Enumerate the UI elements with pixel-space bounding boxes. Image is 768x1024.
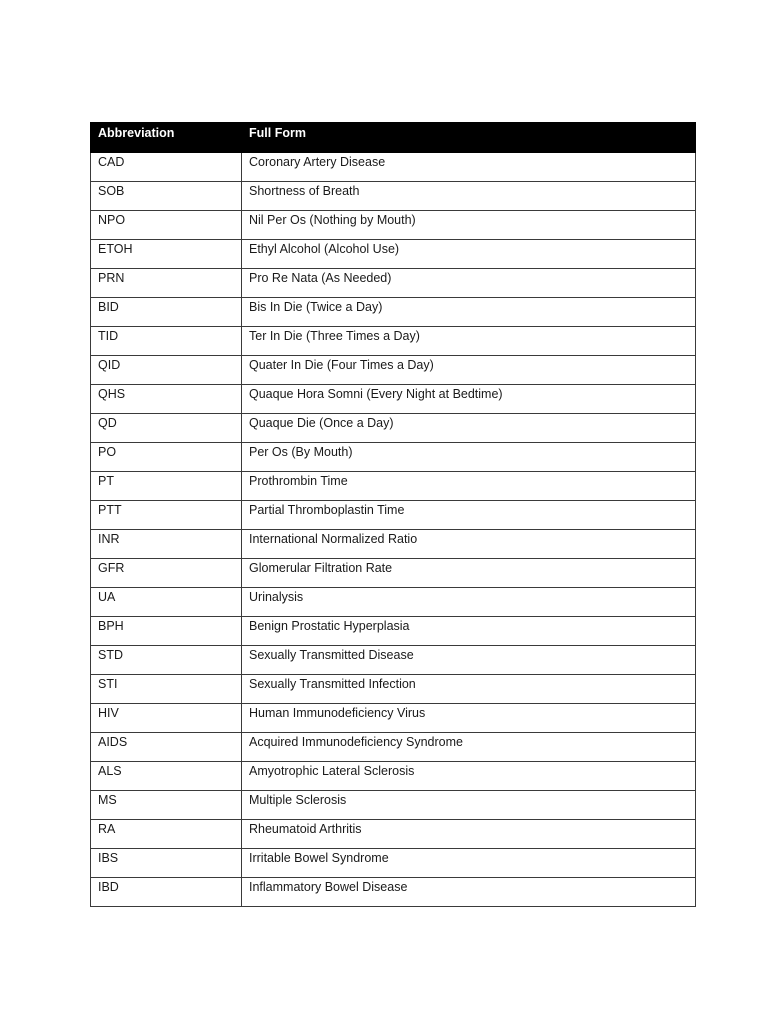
abbreviation-cell: QHS [91,385,242,414]
table-row [91,559,696,588]
full-form-cell: Pro Re Nata (As Needed) [242,269,696,298]
full-form-cell: Shortness of Breath [242,182,696,211]
full-form-cell: Per Os (By Mouth) [242,443,696,472]
table-row [91,269,696,298]
table-row [91,617,696,646]
abbreviation-cell: PT [91,472,242,501]
abbreviation-cell: ALS [91,762,242,791]
header-full-form: Full Form [242,123,696,153]
full-form-cell: Irritable Bowel Syndrome [242,849,696,878]
table-row [91,762,696,791]
table-row [91,878,696,907]
full-form-cell: Amyotrophic Lateral Sclerosis [242,762,696,791]
abbreviation-cell: QD [91,414,242,443]
table-row [91,675,696,704]
table-row [91,182,696,211]
table-row [91,153,696,182]
full-form-cell: Ethyl Alcohol (Alcohol Use) [242,240,696,269]
abbreviation-cell: NPO [91,211,242,240]
full-form-cell: Glomerular Filtration Rate [242,559,696,588]
full-form-cell: International Normalized Ratio [242,530,696,559]
table-row [91,327,696,356]
full-form-cell: Inflammatory Bowel Disease [242,878,696,907]
abbreviation-cell: CAD [91,153,242,182]
full-form-cell: Bis In Die (Twice a Day) [242,298,696,327]
abbreviation-cell: MS [91,791,242,820]
full-form-cell: Ter In Die (Three Times a Day) [242,327,696,356]
table-row [91,820,696,849]
full-form-cell: Quaque Hora Somni (Every Night at Bedtime) [242,385,696,414]
table-row [91,646,696,675]
table-row [91,849,696,878]
table-row [91,298,696,327]
full-form-cell: Sexually Transmitted Disease [242,646,696,675]
full-form-cell: Coronary Artery Disease [242,153,696,182]
abbreviation-table [90,122,696,907]
full-form-cell: Quaque Die (Once a Day) [242,414,696,443]
full-form-cell: Quater In Die (Four Times a Day) [242,356,696,385]
abbreviation-cell: IBS [91,849,242,878]
abbreviation-cell: RA [91,820,242,849]
abbreviation-cell: PTT [91,501,242,530]
full-form-cell: Human Immunodeficiency Virus [242,704,696,733]
abbreviation-cell: PO [91,443,242,472]
table-row [91,472,696,501]
table-row [91,704,696,733]
abbreviation-cell: BID [91,298,242,327]
abbreviation-cell: IBD [91,878,242,907]
abbreviation-cell: ETOH [91,240,242,269]
abbreviation-cell: TID [91,327,242,356]
abbreviation-cell: STI [91,675,242,704]
table-row [91,414,696,443]
abbreviation-cell: BPH [91,617,242,646]
full-form-cell: Prothrombin Time [242,472,696,501]
table-row [91,733,696,762]
full-form-cell: Rheumatoid Arthritis [242,820,696,849]
abbreviation-cell: PRN [91,269,242,298]
abbreviation-cell: INR [91,530,242,559]
abbreviation-cell: QID [91,356,242,385]
table-body [91,153,696,907]
abbreviation-cell: SOB [91,182,242,211]
full-form-cell: Acquired Immunodeficiency Syndrome [242,733,696,762]
abbreviation-cell: STD [91,646,242,675]
table-row [91,240,696,269]
table-row [91,356,696,385]
table-row [91,211,696,240]
full-form-cell: Benign Prostatic Hyperplasia [242,617,696,646]
full-form-cell: Partial Thromboplastin Time [242,501,696,530]
table-row [91,530,696,559]
abbreviation-cell: HIV [91,704,242,733]
full-form-cell: Multiple Sclerosis [242,791,696,820]
full-form-cell: Nil Per Os (Nothing by Mouth) [242,211,696,240]
table-row [91,443,696,472]
abbreviation-cell: UA [91,588,242,617]
header-abbreviation: Abbreviation [91,123,242,153]
full-form-cell: Urinalysis [242,588,696,617]
abbreviation-cell: AIDS [91,733,242,762]
table-row [91,385,696,414]
table-header-row [91,123,696,153]
abbreviation-cell: GFR [91,559,242,588]
table-row [91,501,696,530]
table-row [91,791,696,820]
full-form-cell: Sexually Transmitted Infection [242,675,696,704]
table-row [91,588,696,617]
